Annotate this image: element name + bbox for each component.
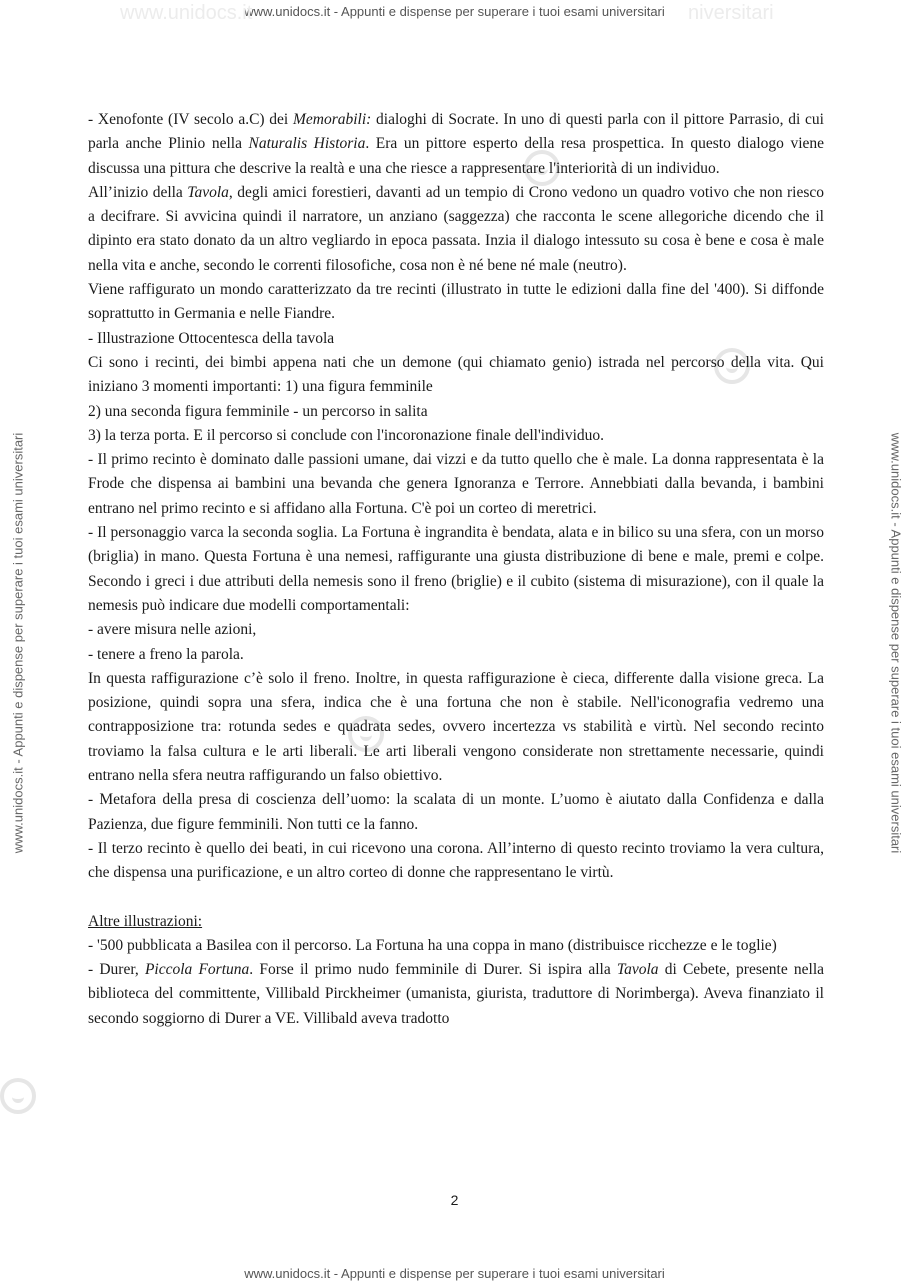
paragraph: - avere misura nelle azioni, (88, 621, 257, 639)
emphasis: Tavola (616, 961, 659, 979)
document-body (88, 108, 824, 1031)
paragraph: In questa raffigurazione c’è solo il freno. Inoltre, in questa raffigurazione è cieca, differente dalla visione greca. La posizione, quindi sopra una sfera, indica che è una fortuna che non è stabile. Nell'iconografia vedremo una contrapposizione tra: rotunda sedes e quadrata sedes, ovvero incertezza vs stabilità e virtù. Nel secondo recinto troviamo la falsa cultura e le arti liberali. Le arti liberali vengono considerate non strettamente necessarie, quindi entrano nella sfera neutra raffigurando un falso obiettivo. (88, 669, 824, 785)
emphasis: Tavola (187, 183, 229, 201)
paragraph: Viene raffigurato un mondo caratterizzato da tre recinti (illustrato in tutte le edizioni dalla fine del '400). Si diffonde soprattutto in Germania e nelle Fiandre. (88, 281, 824, 323)
footer-watermark: www.unidocs.it - Appunti e dispense per superare i tuoi esami universitari (244, 1266, 665, 1281)
unidocs-logo-icon (0, 1078, 36, 1114)
paragraph: - Xenofonte (IV secolo a.C) dei Memorabili: dialoghi di Socrate. In uno di questi parla con il pittore Parrasio, di cui parla anche Plinio nella Naturalis Historia. Era un pittore esperto della resa prospettica. In questo dialogo viene discussa una pittura che descrive la realtà e una che riesce a rappresentare l'interiorità di un individuo. (88, 111, 825, 177)
paragraph: - '500 pubblicata a Basilea con il percorso. La Fortuna ha una coppa in mano (distribuisce ricchezze e le toglie) (88, 936, 777, 954)
page-number: 2 (450, 1192, 459, 1208)
paragraph: - Il terzo recinto è quello dei beati, in cui ricevono una corona. All’interno di questo recinto troviamo la vera cultura, che dispensa una purificazione, e un altro corteo di donne che rappresentano le virtù. (88, 839, 824, 882)
side-watermark-left: www.unidocs.it - Appunti e dispense per superare i tuoi esami universitari (10, 432, 26, 854)
paragraph: - Metafora della presa di coscienza dell’uomo: la scalata di un monte. L’uomo è aiutato dalla Confidenza e dalla Pazienza, due figure femminili. Non tutti ce la fanno. (88, 791, 824, 833)
paragraph: Ci sono i recinti, dei bimbi appena nati che un demone (qui chiamato genio) istrada nel percorso della vita. Qui iniziano 3 momenti importanti: 1) una figura femminile (88, 353, 824, 396)
ghost-watermark-left: www.unidocs.it (120, 2, 253, 24)
side-watermark-right: www.unidocs.it - Appunti e dispense per superare i tuoi esami universitari (888, 432, 904, 854)
paragraph: All’inizio della Tavola, degli amici forestieri, davanti ad un tempio di Crono vedono un quadro votivo che non riesco a decifrare. Si avvicina quindi il narratore, un anziano (saggezza) che racconta le scene allegoriche dicendo che il dipinto era stato donato da un altro vegliardo in epoca passata. Inzia il dialogo intessuto su cosa è bene e cosa è male nella vita e anche, secondo le correnti filosofiche, cosa non è né bene né male (neutro). (88, 183, 824, 274)
paragraph: 2) una seconda figura femminile - un percorso in salita (88, 402, 428, 420)
paragraph: 3) la terza porta. E il percorso si conclude con l'incoronazione finale dell'individuo. (88, 426, 605, 444)
paragraph: - Il primo recinto è dominato dalle passioni umane, dai vizzi e da tutto quello che è male. La donna rappresentata è la Frode che dispensa ai bambini una bevanda che genera Ignoranza e Terrore. Annebbiati dalla bevanda, i bambini entrano nel primo recinto e si affidano alla Fortuna. C'è poi un corteo di meretrici. (88, 451, 824, 517)
paragraph: - Illustrazione Ottocentesca della tavola (88, 329, 335, 347)
emphasis: Memorabili: (292, 111, 372, 128)
ghost-watermark-right: niversitari (688, 2, 774, 24)
paragraph: - tenere a freno la parola. (88, 645, 244, 663)
emphasis: Naturalis Historia (248, 135, 366, 153)
section-heading: Altre illustrazioni: (88, 912, 203, 930)
paragraph: - Il personaggio varca la seconda soglia. La Fortuna è ingrandita è bendata, alata e in bilico su una sfera, con un morso (briglia) in mano. Questa Fortuna è una nemesi, raffigurante una giusta distribuzione di bene e male, premi e colpe. Secondo i greci i due attributi della nemesis sono il freno (briglie) e il cubito (sistema di misurazione), con il quale la nemesis può indicare due modelli comportamentali: (88, 524, 824, 614)
emphasis: Piccola Fortuna (144, 961, 250, 979)
paragraph: - Durer, Piccola Fortuna. Forse il primo nudo femminile di Durer. Si ispira alla Tavola di Cebete, presente nella biblioteca del committente, Villibald Pirckheimer (umanista, giurista, traduttore di Norimberga). Aveva finanziato il secondo soggiorno di Durer a VE. Villibald aveva tradotto (88, 961, 825, 1027)
header-watermark: www.unidocs.it - Appunti e dispense per superare i tuoi esami universitari (244, 4, 665, 19)
